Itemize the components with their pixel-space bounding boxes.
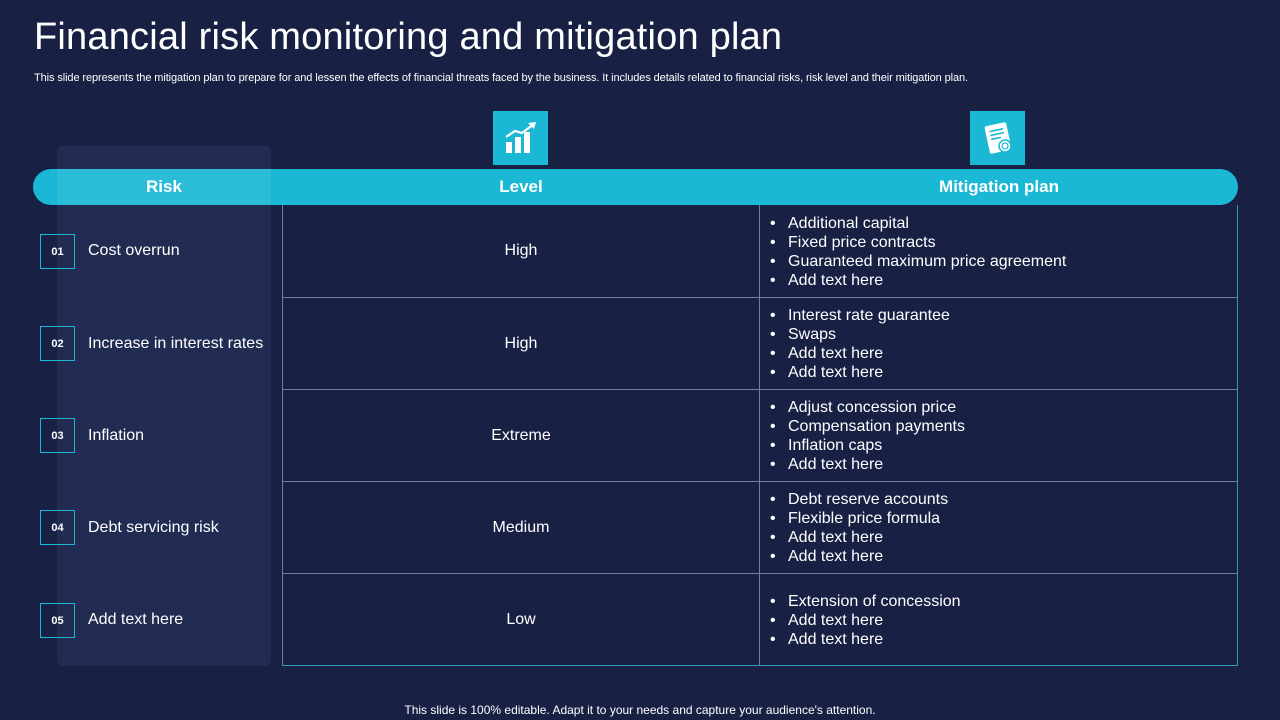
row-divider [282,297,1238,298]
mitigation-item: • Debt reserve accounts [770,490,948,509]
mitigation-item: • Add text here [770,547,948,566]
risk-label: Add text here [88,611,184,628]
row-number-badge: 04 [40,510,75,545]
mitigation-item: • Swaps [770,325,950,344]
mitigation-list [770,490,948,566]
mitigation-item: • Adjust concession price [770,398,965,417]
mitigation-item: • Add text here [770,344,950,363]
page-title: Financial risk monitoring and mitigation plan [34,16,783,58]
mitigation-item: • Fixed price contracts [770,233,1066,252]
risk-column-panel [57,146,271,666]
mitigation-item: • Add text here [770,630,961,649]
mitigation-item: • Interest rate guarantee [770,306,950,325]
mitigation-item: • Guaranteed maximum price agreement [770,252,1066,271]
level-value: High [504,335,538,352]
mitigation-item: • Add text here [770,271,1066,290]
mitigation-header: Mitigation plan [939,177,1059,196]
mitigation-item: • Compensation payments [770,417,965,436]
mitigation-item: • Add text here [770,611,961,630]
mitigation-list [770,398,965,474]
risk-label: Cost overrun [88,242,180,259]
footer-note: This slide is 100% editable. Adapt it to your needs and capture your audience's attention. [404,703,876,717]
page-subtitle: This slide represents the mitigation plan to prepare for and lessen the effects of financial threats faced by the business. It includes details related to financial risks, risk level and their mitigation plan. [34,72,968,84]
mitigation-item: • Add text here [770,363,950,382]
mitigation-item: • Inflation caps [770,436,965,455]
level-value: Extreme [491,427,551,444]
mitigation-item: • Flexible price formula [770,509,948,528]
mitigation-item: • Add text here [770,528,948,547]
mitigation-icon-box [970,111,1025,165]
mitigation-list [770,306,950,382]
row-divider [282,481,1238,482]
growth-chart-icon [503,120,539,156]
row-number-badge: 05 [40,603,75,638]
level-value: High [504,242,538,259]
row-number-badge: 02 [40,326,75,361]
risk-label: Inflation [88,427,145,444]
level-value: Medium [492,519,550,536]
mitigation-list [770,214,1066,290]
risk-header: Risk [146,177,182,196]
level-header: Level [499,177,543,196]
level-value: Low [506,611,536,628]
mitigation-item: • Add text here [770,455,965,474]
mitigation-item: • Additional capital [770,214,1066,233]
row-divider [282,389,1238,390]
mitigation-list [770,592,961,649]
certificate-document-icon [979,119,1017,157]
mitigation-item: • Extension of concession [770,592,961,611]
risk-label: Debt servicing risk [88,519,219,536]
row-divider [282,573,1238,574]
row-number-badge: 03 [40,418,75,453]
risk-label: Increase in interest rates [88,335,264,352]
row-number-badge: 01 [40,234,75,269]
level-icon-box [493,111,548,165]
